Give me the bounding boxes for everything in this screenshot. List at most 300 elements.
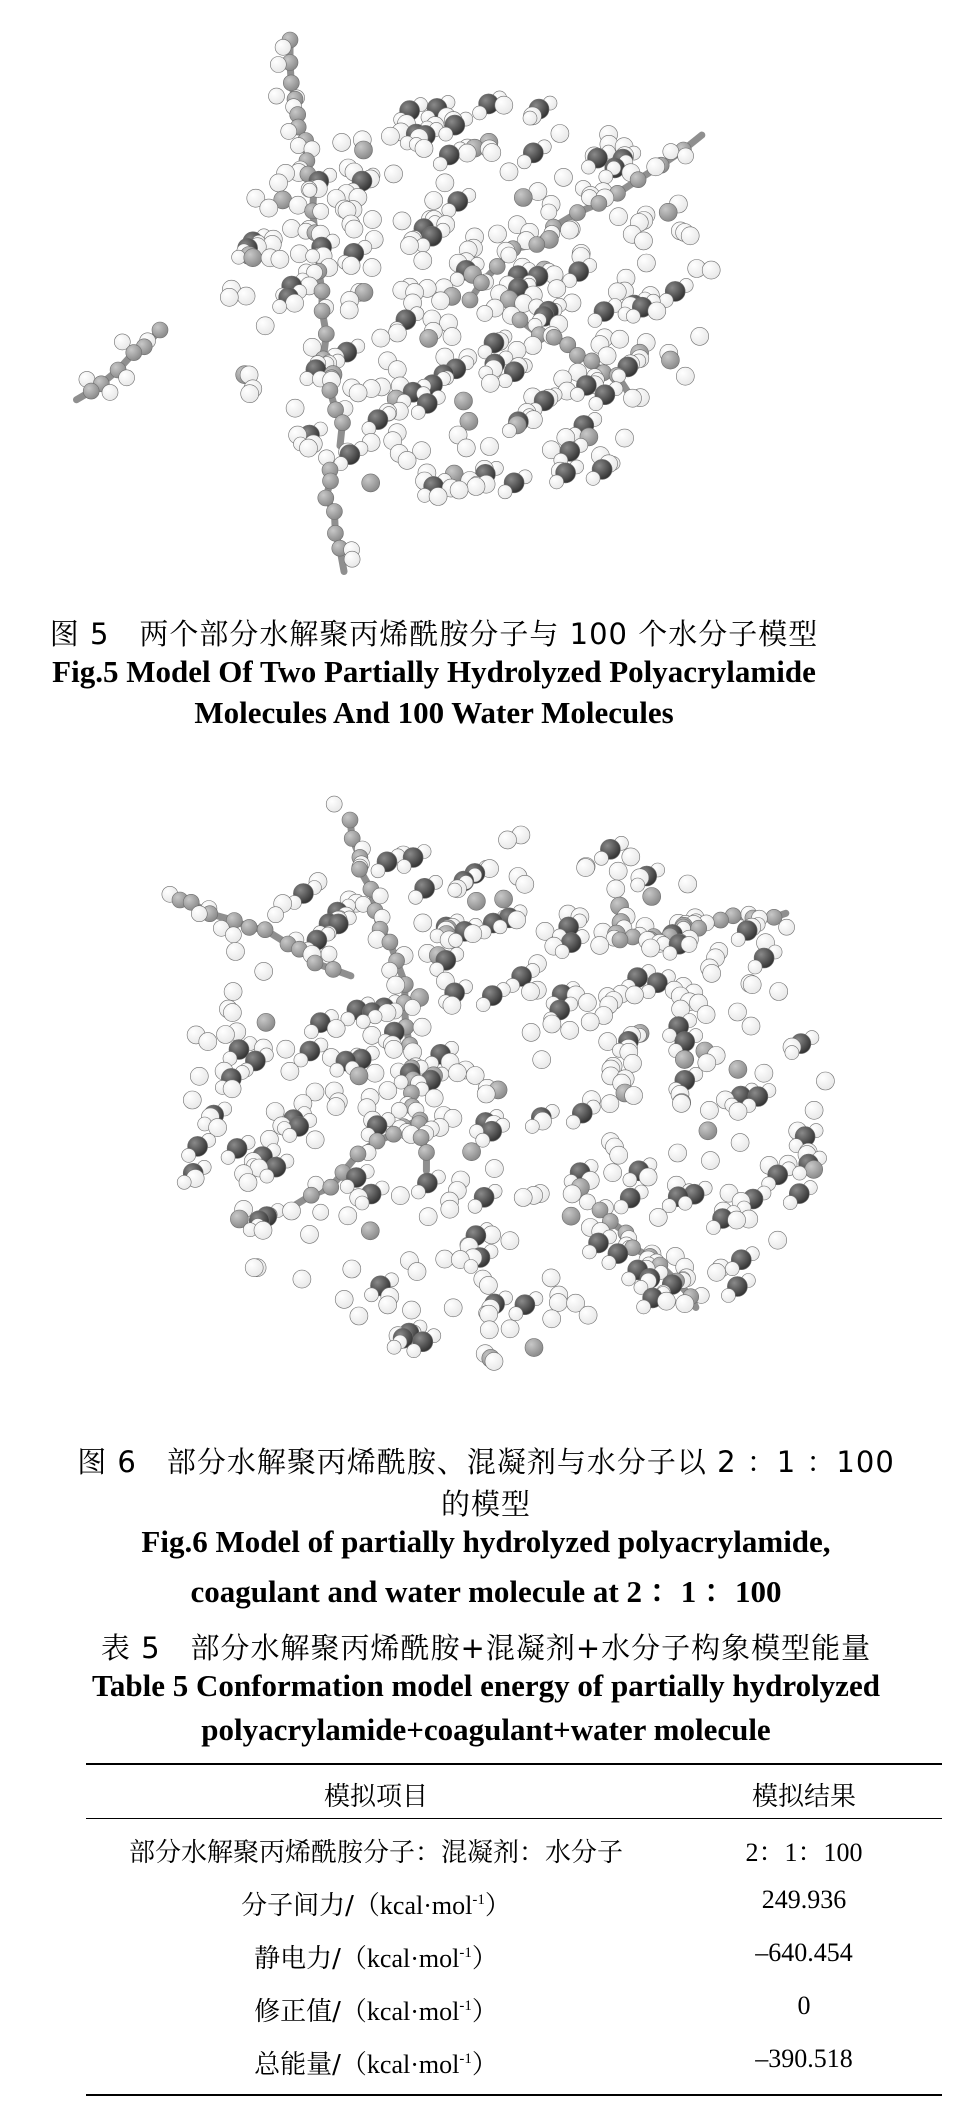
atom	[508, 911, 526, 929]
atom	[224, 983, 242, 1001]
atom	[468, 1199, 482, 1213]
atom	[477, 305, 493, 321]
atom	[707, 1221, 721, 1235]
atom	[420, 329, 438, 347]
atom	[555, 168, 573, 186]
atom	[199, 1033, 217, 1051]
atom	[561, 1021, 579, 1039]
table-5-caption-en-line1: Table 5 Conformation model energy of partially hydrolyzed	[92, 1668, 880, 1703]
atom	[622, 848, 640, 866]
atom	[281, 1062, 299, 1080]
atom	[411, 1185, 425, 1199]
table-row-unit-exponent: -1	[472, 1892, 485, 1908]
atom	[301, 1225, 319, 1243]
atom	[742, 1017, 760, 1035]
table-row-unit-exponent: -1	[459, 2051, 472, 2067]
atom	[626, 986, 644, 1004]
table-row-value: –390.518	[755, 2044, 853, 2073]
atom	[462, 292, 478, 308]
atom	[286, 399, 304, 417]
atom	[601, 1095, 619, 1113]
atom	[509, 1307, 523, 1321]
atom	[701, 1152, 719, 1170]
atom	[481, 374, 499, 392]
atom	[672, 1094, 690, 1112]
atom	[514, 1189, 532, 1207]
atom	[708, 1263, 726, 1281]
atom	[232, 250, 246, 264]
atom	[631, 878, 645, 892]
atom	[425, 1089, 443, 1107]
atom	[429, 488, 447, 506]
atom	[327, 1020, 345, 1038]
atom	[217, 1026, 235, 1044]
atom	[691, 327, 709, 345]
atom	[816, 1072, 834, 1090]
atom	[443, 328, 461, 346]
atom	[388, 324, 406, 342]
atom	[415, 140, 433, 158]
atom	[699, 1122, 717, 1140]
atom	[322, 382, 338, 398]
atom	[770, 983, 788, 1001]
atom	[388, 361, 406, 379]
atom	[414, 252, 432, 270]
atom	[323, 1179, 339, 1195]
atom	[616, 429, 634, 447]
atom	[529, 237, 545, 253]
atom	[480, 1321, 498, 1339]
atom	[372, 888, 388, 904]
atom	[306, 249, 320, 263]
atom	[411, 405, 425, 419]
atom	[126, 345, 142, 361]
atom	[582, 160, 596, 174]
atom	[681, 936, 697, 952]
table-row-value: 249.936	[761, 1885, 847, 1914]
atom	[257, 1013, 275, 1031]
atom	[350, 1307, 368, 1325]
atom	[563, 1185, 581, 1203]
atom	[401, 237, 419, 255]
atom	[314, 283, 330, 299]
atom	[398, 451, 416, 469]
atom	[543, 1015, 561, 1033]
atom	[622, 1272, 636, 1286]
atom	[289, 196, 307, 214]
atom	[549, 1294, 567, 1312]
atom	[256, 317, 274, 335]
figure-5-image	[0, 0, 972, 610]
atom	[578, 994, 596, 1012]
atom-group	[79, 32, 720, 567]
atom	[83, 383, 99, 399]
atom	[805, 1160, 823, 1178]
atom	[307, 955, 323, 971]
table-5-caption-zh: 表 5 部分水解聚丙烯酰胺+混凝剂+水分子构象模型能量	[100, 1631, 872, 1665]
atom	[260, 1169, 274, 1183]
atom	[703, 964, 721, 982]
atom	[769, 1231, 787, 1249]
atom	[584, 353, 600, 369]
atom	[393, 212, 411, 230]
atom	[436, 1250, 454, 1268]
atom	[365, 1288, 379, 1302]
atom	[713, 912, 729, 928]
atom	[413, 1130, 429, 1146]
atom	[533, 1051, 551, 1069]
table-row-value: –640.454	[755, 1938, 853, 1967]
atom	[702, 261, 720, 279]
atom	[477, 1085, 495, 1103]
atom	[318, 490, 334, 506]
atom	[321, 946, 337, 962]
atom	[625, 1087, 643, 1105]
atom	[455, 392, 473, 410]
atom	[300, 439, 318, 457]
atom	[391, 1187, 409, 1205]
table-row-label	[86, 1938, 666, 1975]
atom	[350, 1146, 366, 1162]
atom	[300, 372, 314, 386]
atom	[441, 1200, 459, 1218]
atom	[223, 1080, 241, 1098]
atom	[439, 127, 453, 141]
atom	[639, 1168, 657, 1186]
table-row-label-text: 修正值/（	[254, 1997, 367, 2027]
atom	[729, 1003, 747, 1021]
atom	[669, 1144, 687, 1162]
atom	[675, 1050, 693, 1068]
atom	[313, 1204, 329, 1220]
figure-5-molecular-model	[0, 0, 972, 610]
atom	[381, 127, 399, 145]
atom	[343, 1260, 361, 1278]
atom	[327, 1098, 345, 1116]
atom	[569, 347, 585, 363]
atom	[678, 1196, 692, 1210]
atom	[612, 932, 628, 948]
atom	[700, 1101, 718, 1119]
atom	[442, 203, 456, 217]
atom	[467, 892, 485, 910]
atom	[303, 183, 317, 197]
atom	[561, 221, 579, 239]
atom	[356, 1015, 370, 1029]
atom	[227, 943, 245, 961]
atom	[501, 247, 517, 263]
atom	[779, 919, 795, 935]
atom	[542, 1269, 560, 1287]
atom	[610, 208, 628, 226]
atom	[335, 1290, 353, 1308]
atom	[681, 227, 699, 245]
atom	[361, 1222, 379, 1240]
atom	[467, 478, 485, 496]
atom	[602, 1256, 616, 1270]
atom	[286, 294, 304, 312]
table-row-unit-exponent: -1	[459, 1945, 472, 1961]
atom	[325, 961, 341, 977]
atom	[335, 415, 351, 431]
atom	[661, 351, 679, 369]
figure-6-molecular-model	[0, 760, 972, 1420]
atom	[725, 1262, 739, 1276]
atom	[678, 148, 694, 164]
atom	[522, 983, 540, 1001]
atom	[182, 1148, 196, 1162]
atom	[610, 1146, 628, 1164]
atom	[344, 551, 360, 567]
atom	[548, 280, 566, 298]
atom	[342, 812, 358, 828]
atom	[577, 859, 595, 877]
atom	[432, 292, 450, 310]
atom	[352, 861, 368, 877]
atom	[599, 170, 613, 184]
table-top-rule	[86, 1763, 942, 1765]
atom	[385, 1040, 403, 1058]
atom	[493, 920, 507, 934]
atom	[345, 220, 363, 238]
table-row-value: 2：1：100	[745, 1838, 863, 1867]
atom	[323, 473, 339, 489]
atom	[514, 189, 532, 207]
atom	[364, 211, 382, 229]
atom	[404, 1000, 420, 1016]
atom	[643, 888, 661, 906]
atom	[245, 1259, 263, 1277]
figure-6-caption-en-line1: Fig.6 Model of partially hydrolyzed polyacrylamide,	[141, 1524, 831, 1559]
atom	[458, 144, 476, 162]
atom	[366, 1064, 384, 1082]
atom	[270, 174, 288, 192]
atom	[793, 1166, 807, 1180]
atom	[191, 906, 207, 922]
atom	[523, 111, 537, 125]
atom	[697, 1006, 715, 1024]
atom	[283, 1128, 297, 1142]
atom	[355, 141, 373, 159]
table-row-label	[86, 1991, 666, 2028]
atom	[387, 1340, 401, 1354]
atom	[473, 275, 489, 291]
atom	[275, 39, 291, 55]
atom	[586, 471, 600, 485]
atom	[326, 504, 342, 520]
atom	[728, 1211, 746, 1229]
table-row-unit-close: ）	[471, 2050, 498, 2080]
atom	[479, 1276, 497, 1294]
table-row-label: 部分水解聚丙烯酰胺分子：混凝剂：水分子	[128, 1838, 623, 1868]
atom	[327, 525, 343, 541]
atom	[409, 890, 423, 904]
atom	[386, 1126, 402, 1142]
atom	[512, 312, 528, 328]
atom	[729, 1060, 747, 1078]
atom	[326, 796, 342, 812]
atom	[501, 1320, 519, 1338]
atom	[676, 1295, 694, 1313]
atom	[637, 254, 655, 272]
atom	[382, 934, 398, 950]
atom	[433, 157, 447, 171]
atom	[583, 1245, 597, 1259]
atom	[498, 374, 512, 388]
atom	[419, 1208, 437, 1226]
table-row-label	[86, 1885, 666, 1922]
atom	[614, 1200, 628, 1214]
atom	[647, 158, 665, 176]
atom	[546, 329, 562, 345]
atom	[635, 232, 653, 250]
table-row-label-text: 总能量/（	[254, 2050, 367, 2080]
atom	[270, 57, 286, 73]
atom	[403, 1301, 421, 1319]
atom	[541, 204, 557, 220]
atom	[598, 347, 616, 365]
atom	[413, 1018, 431, 1036]
atom	[500, 163, 518, 181]
atom	[349, 384, 367, 402]
atom	[481, 438, 499, 456]
atom	[483, 144, 501, 162]
atom	[649, 1208, 667, 1226]
atom	[283, 75, 299, 91]
atom	[255, 962, 273, 980]
atom	[555, 945, 569, 959]
atom	[241, 385, 259, 403]
table-row-unit: kcal·mol	[366, 1997, 460, 2026]
atom	[342, 257, 360, 275]
atom	[612, 369, 626, 383]
atom	[385, 165, 403, 183]
atom	[495, 96, 513, 114]
atom	[495, 890, 513, 908]
atom	[190, 1067, 208, 1085]
atom	[805, 1101, 823, 1119]
atom	[283, 220, 301, 238]
atom	[221, 1150, 235, 1164]
atom	[244, 249, 262, 267]
atom	[397, 860, 411, 874]
atom	[372, 329, 390, 347]
atom	[306, 1131, 324, 1149]
figure-5-caption-en-line2: Molecules And 100 Water Molecules	[194, 695, 674, 730]
atom	[731, 933, 745, 947]
atom	[473, 106, 487, 120]
figure-6-caption-en-line2: coagulant and water molecule at 2 ：1 ：100	[190, 1574, 782, 1609]
atom	[755, 1064, 773, 1082]
atom	[444, 1299, 462, 1317]
atom	[177, 1175, 191, 1189]
atom	[260, 199, 278, 217]
atom	[676, 367, 694, 385]
atom	[119, 370, 135, 386]
table-header-result: 模拟结果	[751, 1782, 856, 1812]
table-header-rule	[86, 1818, 942, 1819]
atom	[408, 1263, 426, 1281]
atom	[220, 288, 238, 306]
atom	[273, 300, 287, 314]
atom	[624, 389, 642, 407]
atom	[362, 474, 380, 492]
atom	[436, 174, 454, 192]
table-5-caption-en-line2: polyacrylamide+coagulant+water molecule	[201, 1712, 771, 1747]
atom	[502, 424, 516, 438]
atom	[257, 922, 273, 938]
atom	[414, 914, 432, 932]
atom	[522, 1023, 540, 1041]
atom	[476, 998, 490, 1012]
atom	[525, 1339, 543, 1357]
atom	[589, 397, 603, 411]
atom	[333, 133, 351, 151]
atom	[318, 326, 334, 342]
table-row-unit: kcal·mol	[366, 1944, 460, 1973]
table-row-value: 0	[797, 1991, 811, 2020]
atom	[604, 1164, 622, 1182]
atom	[183, 1091, 201, 1109]
figure-6-caption-zh-line1: 图 6 部分水解聚丙烯酰胺、混凝剂与水分子以 2 ：1 ：100	[77, 1445, 895, 1479]
atom	[570, 387, 584, 401]
atom	[609, 862, 627, 880]
atom	[241, 919, 257, 935]
atom	[489, 225, 507, 243]
atom	[387, 976, 405, 994]
atom	[579, 1306, 597, 1324]
atom	[550, 475, 564, 489]
atom	[501, 1232, 519, 1250]
atom	[630, 172, 646, 188]
table-row-label-text: 静电力/（	[254, 1944, 367, 1974]
atom	[379, 1296, 397, 1314]
atom	[480, 1305, 498, 1323]
table-header-item: 模拟项目	[323, 1782, 428, 1812]
atom	[721, 1289, 735, 1303]
atom	[449, 933, 463, 947]
atom	[379, 1082, 397, 1100]
table-row-label	[86, 2044, 666, 2081]
figure-5-caption-en-line1: Fig.5 Model Of Two Partially Hydrolyzed Polyacrylamide	[52, 654, 816, 689]
atom	[419, 1144, 435, 1160]
atom	[516, 875, 534, 893]
atom	[729, 1102, 747, 1120]
atom	[464, 925, 482, 943]
atom	[371, 864, 385, 878]
atom	[339, 1207, 357, 1225]
table-bottom-rule	[86, 2094, 942, 2096]
atom	[657, 1292, 675, 1310]
atom	[304, 1025, 318, 1039]
atom	[340, 301, 358, 319]
table-row-unit-exponent: -1	[459, 1998, 472, 2014]
atom	[591, 936, 609, 954]
atom	[485, 1160, 503, 1178]
atom	[783, 1196, 797, 1210]
atom	[525, 1119, 539, 1133]
atom	[450, 481, 468, 499]
table-row-unit-close: ）	[471, 1944, 498, 1974]
atom-group	[162, 796, 835, 1370]
atom	[254, 1221, 272, 1239]
atom	[239, 1174, 257, 1192]
atom	[283, 1202, 301, 1220]
atom	[748, 960, 762, 974]
atom	[330, 1063, 344, 1077]
atom	[743, 976, 761, 994]
atom	[566, 1115, 580, 1129]
